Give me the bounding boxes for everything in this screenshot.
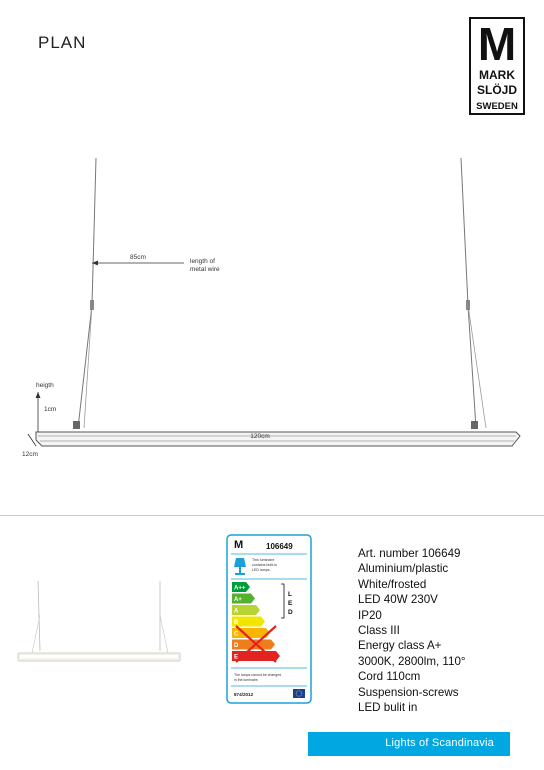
energy-label-note-1: The lamps cannot be changed — [234, 673, 282, 677]
led-letter-d: D — [288, 609, 293, 616]
eu-flag-icon — [293, 689, 305, 698]
photo-wire-right-b — [160, 615, 168, 653]
spec-list — [358, 546, 466, 715]
section-divider — [0, 515, 544, 516]
spec-line: IP20 — [358, 608, 382, 622]
wire-note-line-1: length of — [190, 258, 215, 265]
spec-line: Energy class A+ — [358, 639, 442, 653]
left-mount — [73, 421, 80, 429]
energy-label-regulation: 874/2012 — [234, 692, 254, 697]
left-wire — [92, 158, 96, 305]
energy-label-info-1: This luminaire — [252, 558, 275, 562]
wire-length-label: 85cm — [130, 254, 146, 261]
logo-letter: M — [477, 18, 517, 70]
footer-text: Lights of Scandinavia — [385, 737, 494, 749]
page-title: PLAN — [38, 33, 87, 52]
led-letter-e: E — [288, 600, 293, 607]
energy-class-label: A — [234, 608, 239, 615]
spec-line: Class III — [358, 624, 400, 638]
spec-line: Suspension-screws — [358, 685, 459, 699]
spec-line: Aluminium/plastic — [358, 562, 449, 576]
right-wire-clamp — [466, 300, 470, 310]
energy-class-label: E — [234, 654, 239, 661]
energy-label-note-2: in the luminaire. — [234, 678, 259, 682]
spec-line: White/frosted — [358, 577, 427, 591]
logo-line-3: SWEDEN — [476, 101, 518, 112]
lamp-body — [36, 432, 520, 446]
energy-class-label: A++ — [234, 585, 246, 592]
product-photo — [10, 575, 186, 667]
right-wire — [461, 158, 468, 305]
photo-wire-left-b — [32, 615, 40, 653]
logo-line-1: MARK — [479, 68, 515, 82]
depth-dimension-line — [28, 434, 36, 446]
energy-class-label: A+ — [234, 596, 242, 603]
spec-line: Cord 110cm — [358, 670, 421, 684]
length-value: 120cm — [250, 433, 270, 440]
left-wire-clamp — [90, 300, 94, 310]
energy-label-info-2: contains built-in — [252, 563, 277, 567]
spec-line: Art. number 106649 — [358, 547, 461, 560]
energy-label-info-3: LED lamps. — [252, 568, 271, 572]
right-wire-lower-a — [468, 305, 476, 428]
spec-line: 3000K, 2800lm, 110° — [358, 654, 466, 668]
height-caption: heigth — [36, 382, 54, 389]
height-dimension-arrow — [36, 392, 41, 398]
energy-class-label: B — [234, 619, 239, 626]
logo-line-2: SLÖJD — [476, 83, 518, 97]
spec-line: LED 40W 230V — [358, 593, 438, 607]
spec-line: LED bulit in — [358, 701, 418, 715]
right-mount — [471, 421, 478, 429]
energy-label — [226, 534, 312, 704]
right-wire-lower-b — [468, 305, 486, 428]
height-value: 1cm — [44, 406, 57, 413]
depth-value: 12cm — [22, 451, 38, 458]
energy-label-brand: M — [234, 539, 244, 551]
wire-note-line-2: metal wire — [190, 266, 220, 273]
energy-class-label: C — [234, 631, 239, 638]
energy-class-label: D — [234, 642, 239, 649]
led-letter-l: L — [288, 591, 292, 598]
photo-lamp-glow — [20, 655, 178, 658]
footer-bar — [308, 732, 510, 756]
energy-label-article: 106649 — [266, 542, 293, 551]
